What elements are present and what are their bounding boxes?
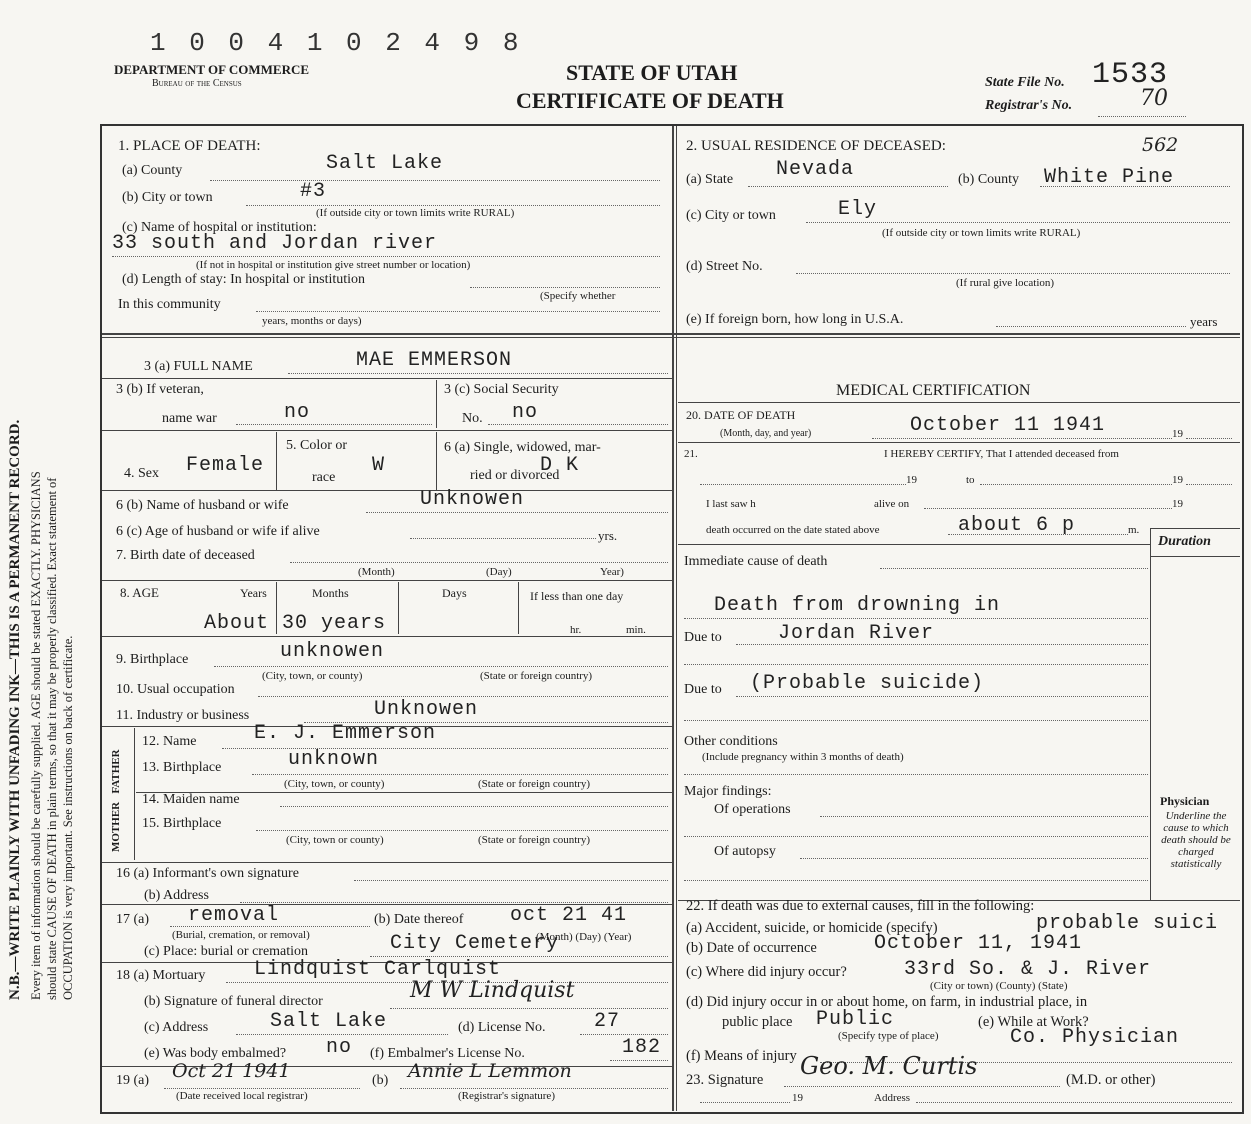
residence-state: Nevada [776, 158, 855, 181]
due-to-label-1: Due to [684, 630, 722, 645]
at-work-label: (e) While at Work? [978, 1014, 1089, 1030]
war-value: no [284, 401, 311, 424]
father-city-note: (City, town, or county) [284, 778, 385, 790]
due-to-label-2: Due to [684, 682, 722, 697]
mother-side-label: MOTHER [110, 801, 122, 852]
hospital-note: (If not in hospital or institution give street number or location) [196, 259, 471, 271]
cause-2: Jordan River [778, 622, 935, 645]
occurred-label: death occurred on the date stated above [706, 524, 880, 536]
certify-nineteen-2: 19 [1172, 474, 1183, 486]
m-label: m. [1128, 524, 1140, 536]
accident-label: (a) Accident, suicide, or homicide (specify) [686, 920, 938, 936]
sex-label: 4. Sex [124, 466, 159, 481]
where-value: 33rd So. & J. River [904, 958, 1152, 981]
birthdate-label: 7. Birth date of deceased [116, 548, 255, 563]
license-value: 27 [594, 1010, 621, 1033]
date-of-death-note: (Month, day, and year) [720, 428, 812, 439]
foreign-years: years [1190, 314, 1218, 329]
autopsy-label: Of autopsy [714, 844, 776, 859]
father-birthplace: unknown [288, 748, 380, 771]
address-c-value: Salt Lake [270, 1010, 388, 1033]
informant-address-label: (b) Address [144, 888, 209, 903]
marital-label: 6 (a) Single, widowed, mar- [444, 440, 601, 455]
community-label: In this community [118, 297, 221, 312]
spouse-value: Unknowen [420, 488, 525, 511]
mother-city-note: (City, town or county) [286, 834, 384, 846]
cause-3: (Probable suicide) [750, 672, 985, 695]
accident-value: probable suici [1036, 912, 1219, 935]
certify-number: 21. [684, 448, 698, 460]
received-label: 19 (a) [116, 1073, 150, 1088]
mortuary-label: 18 (a) Mortuary [116, 968, 206, 983]
means-label: (f) Means of injury [686, 1048, 797, 1064]
father-birth-label: 13. Birthplace [142, 760, 222, 775]
father-side-label: FATHER [110, 749, 122, 794]
ss-value: no [512, 401, 539, 424]
alive-label: alive on [874, 498, 910, 510]
embalmed-label: (e) Was body embalmed? [144, 1046, 287, 1061]
public-place-value: Public [816, 1008, 895, 1031]
color-label: 5. Color or [286, 438, 348, 453]
father-name: E. J. Emmerson [254, 722, 437, 745]
certify-nineteen-1: 19 [906, 474, 917, 486]
city-note: (If outside city or town limits write RURAL) [316, 207, 515, 219]
spouse-label: 6 (b) Name of husband or wife [116, 498, 289, 513]
days-column: Days [442, 586, 467, 600]
received-note: (Date received local registrar) [176, 1090, 308, 1102]
years-note: years, months or days) [262, 315, 362, 327]
serial-number: 1 0 0 4 1 0 2 4 9 8 [150, 28, 523, 58]
father-name-label: 12. Name [142, 734, 197, 749]
md-label: (M.D. or other) [1066, 1072, 1156, 1088]
major-findings-label: Major findings: [684, 784, 772, 799]
burial-date-label: (b) Date thereof [374, 912, 464, 927]
residence-county: White Pine [1044, 166, 1175, 189]
removal-value: removal [188, 904, 280, 927]
embalmer-value: 182 [622, 1036, 662, 1059]
war-label: name war [162, 411, 217, 426]
marital-value: D K [540, 454, 580, 477]
marital-label-2: ried or divorced [470, 468, 560, 483]
burial-date-note: (Month) (Day) (Year) [536, 931, 632, 943]
death-city: #3 [300, 180, 327, 203]
side-note-line2: Every item of information should be carefully supplied. AGE should be stated EXACTLY. PHYSICIANS [29, 471, 43, 1000]
immediate-cause-label: Immediate cause of death [684, 554, 828, 569]
cause-1: Death from drowning in [714, 594, 1001, 617]
operations-label: Of operations [714, 802, 791, 817]
registrar-signature: Annie L Lemmon [408, 1060, 572, 1082]
city-label: (b) City or town [122, 190, 213, 205]
ss-no-label: No. [462, 411, 483, 426]
medical-heading: MEDICAL CERTIFICATION [836, 382, 1031, 399]
where-note: (City or town) (County) (State) [930, 980, 1068, 992]
veteran-label: 3 (b) If veteran, [116, 382, 204, 397]
to-label: to [966, 474, 975, 486]
burial-place: City Cemetery [390, 932, 560, 955]
birthplace-state-note: (State or foreign country) [480, 670, 593, 682]
removal-label: 17 (a) [116, 912, 150, 927]
director-label: (b) Signature of funeral director [144, 994, 323, 1009]
street-note: (If rural give location) [956, 277, 1055, 289]
birthplace-label: 9. Birthplace [116, 652, 189, 667]
hospital-label: (c) Name of hospital or institution: [122, 220, 317, 235]
duration-label: Duration [1158, 534, 1211, 549]
mortuary-value: Lindquist Carlquist [254, 958, 502, 981]
side-note-line3: should state CAUSE OF DEATH in plain terms, so that it may be properly classified. Exact statement of [45, 477, 59, 1000]
removal-note: (Burial, cremation, or removal) [172, 929, 310, 941]
certificate-title: CERTIFICATE OF DEATH [516, 88, 784, 113]
side-note-line1: N.B.—WRITE PLAINLY WITH UNFADING INK—THIS IS A PERMANENT RECORD. [7, 419, 23, 1000]
hr-label: hr. [570, 624, 582, 636]
means-value: Co. Physician [1010, 1026, 1180, 1049]
date-of-death: October 11 1941 [910, 414, 1106, 437]
year-note: Year) [600, 566, 624, 578]
address-c-label: (c) Address [144, 1020, 209, 1035]
public-place-label: public place [722, 1014, 793, 1030]
registrar-label: Registrar's No. [985, 98, 1073, 113]
other-conditions-note: (Include pregnancy within 3 months of death) [702, 751, 904, 763]
state-file-number: 1533 [1092, 58, 1169, 92]
street-label: (d) Street No. [686, 259, 763, 274]
external-heading: 22. If death was due to external causes, fill in the following: [686, 898, 1035, 914]
min-label: min. [626, 624, 646, 636]
mother-state-note: (State or foreign country) [478, 834, 591, 846]
day-note: (Day) [486, 566, 512, 578]
informant-sig-label: 16 (a) Informant's own signature [116, 866, 299, 881]
license-label: (d) License No. [458, 1020, 546, 1035]
registrar-sig-label: (b) [372, 1073, 389, 1088]
signature-nineteen: 19 [792, 1092, 803, 1104]
residence-heading: 2. USUAL RESIDENCE OF DECEASED: [686, 138, 946, 154]
occurrence-label: (b) Date of occurrence [686, 940, 817, 956]
county-label: (a) County [122, 163, 183, 178]
place-of-death-heading: 1. PLACE OF DEATH: [118, 138, 261, 154]
father-state-note: (State or foreign country) [478, 778, 591, 790]
physician-note: Underline the cause to which death should be charged statistically [1161, 810, 1231, 870]
date-nineteen: 19 [1172, 428, 1183, 440]
side-note [2, 100, 92, 1000]
physician-label: Physician [1160, 794, 1210, 808]
last-saw-label: I last saw h [706, 498, 756, 510]
mother-father-label [110, 749, 122, 852]
burial-place-label: (c) Place: burial or cremation [144, 944, 309, 959]
residence-city-note: (If outside city or town limits write RURAL) [882, 227, 1081, 239]
state-title: STATE OF UTAH [566, 60, 738, 85]
certify-text: I HEREBY CERTIFY, That I attended deceased from [884, 448, 1119, 460]
department: DEPARTMENT OF COMMERCE [114, 62, 310, 77]
registrar-number: 70 [1140, 86, 1168, 111]
hospital-name: 33 south and Jordan river [112, 232, 438, 255]
age-label: 8. AGE [120, 585, 159, 600]
state-file-label: State File No. [985, 75, 1065, 90]
residence-margin-number: 562 [1142, 134, 1179, 156]
month-note: (Month) [358, 566, 395, 578]
months-column: Months [312, 586, 349, 600]
full-name: MAE EMMERSON [356, 349, 513, 372]
residence-city-label: (c) City or town [686, 208, 776, 223]
race-label: race [312, 470, 336, 485]
less-than-day: If less than one day [530, 589, 624, 603]
birthplace-value: unknowen [280, 640, 385, 663]
mother-maiden-label: 14. Maiden name [142, 792, 240, 807]
embalmer-label: (f) Embalmer's License No. [370, 1046, 525, 1061]
date-of-death-label: 20. DATE OF DEATH [686, 408, 796, 422]
embalmed-value: no [326, 1036, 353, 1059]
occurrence-value: October 11, 1941 [874, 932, 1083, 955]
last-saw-nineteen: 19 [1172, 498, 1183, 510]
yrs-label: yrs. [598, 528, 618, 543]
physician-signature: Geo. M. Curtis [800, 1052, 978, 1080]
director-signature: M W Lindquist [410, 978, 575, 1003]
residence-state-label: (a) State [686, 172, 734, 187]
death-county: Salt Lake [326, 152, 444, 175]
spouse-age-label: 6 (c) Age of husband or wife if alive [116, 524, 320, 539]
signature-address-label: Address [874, 1092, 911, 1104]
signature-label: 23. Signature [686, 1072, 764, 1088]
time-of-death: about 6 p [958, 514, 1076, 537]
other-conditions-label: Other conditions [684, 734, 778, 749]
sex-value: Female [186, 454, 265, 477]
age-value: About 30 years [204, 612, 387, 635]
residence-city: Ely [838, 198, 878, 221]
birthplace-city-note: (City, town, or county) [262, 670, 363, 682]
residence-county-label: (b) County [958, 172, 1020, 187]
type-note: (Specify type of place) [838, 1030, 939, 1042]
specify-note: (Specify whether [540, 290, 616, 302]
years-column: Years [240, 586, 267, 600]
ss-label: 3 (c) Social Security [444, 382, 559, 397]
where-label: (c) Where did injury occur? [686, 964, 847, 980]
mother-birth-label: 15. Birthplace [142, 816, 222, 831]
industry-value: Unknowen [374, 698, 479, 721]
full-name-label: 3 (a) FULL NAME [144, 359, 253, 374]
bureau: Bureau of the Census [152, 78, 242, 89]
industry-label: 11. Industry or business [116, 708, 250, 723]
foreign-label: (e) If foreign born, how long in U.S.A. [686, 312, 904, 327]
received-date: Oct 21 1941 [172, 1060, 291, 1082]
burial-date: oct 21 41 [510, 904, 628, 927]
registrar-note: (Registrar's signature) [458, 1090, 555, 1102]
stay-label: (d) Length of stay: In hospital or institution [122, 272, 366, 287]
side-note-line4: OCCUPATION is very important. See instructions on back of certificate. [61, 635, 75, 1000]
color-value: W [372, 454, 386, 477]
home-label: (d) Did injury occur in or about home, on farm, in industrial place, in [686, 994, 1088, 1010]
occupation-label: 10. Usual occupation [116, 682, 235, 697]
